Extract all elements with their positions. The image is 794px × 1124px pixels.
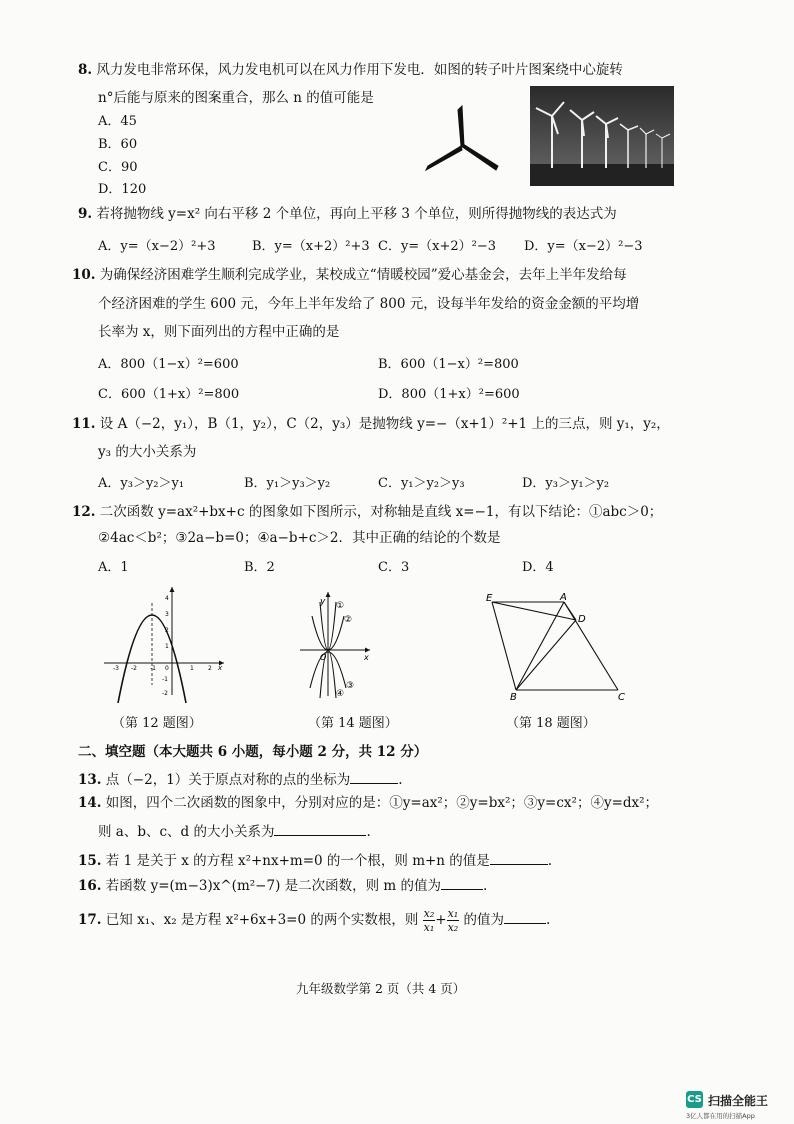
q14-text-2: 则 a、b、c、d 的大小关系为	[98, 824, 275, 840]
q16-answer-blank[interactable]	[441, 875, 483, 890]
q16-line	[78, 875, 487, 896]
q10-text-3: 长率为 x，则下面列出的方程中正确的是	[98, 324, 340, 340]
q11-line1	[72, 414, 670, 434]
fig12-tick-x0: -3	[113, 665, 119, 672]
q14-line1	[78, 793, 658, 813]
q8-option-a: A．45	[98, 114, 137, 129]
q13-number: 13.	[78, 772, 102, 788]
q9-option-a: A．y=（x−2）²+3	[98, 239, 216, 254]
q8-option-d: D．120	[98, 182, 147, 197]
q11-text-2: y₃ 的大小关系为	[98, 444, 197, 460]
q8-text-1: 风力发电非常环保，风力发电机可以在风力作用下发电．如图的转子叶片图案绕中心旋转	[96, 62, 623, 78]
fig14-label-2: ②	[344, 615, 353, 625]
fig12-tick-y3: 1	[165, 643, 169, 650]
q12-line1	[72, 502, 662, 522]
fig18-label-e: E	[486, 593, 493, 604]
camscanner-tagline: 3亿人都在用的扫描App	[686, 1112, 755, 1120]
q10-number: 10.	[72, 267, 96, 283]
fig12-tick-y5: -2	[162, 690, 168, 697]
fig18-label-b: B	[510, 692, 517, 702]
wind-farm-photo	[530, 86, 674, 186]
q8-number: 8.	[78, 62, 93, 78]
q11-option-b: B．y₁＞y₃＞y₂	[244, 476, 331, 491]
q17-text: 已知 x₁、x₂ 是方程 x²+6x+3=0 的两个实数根，则	[105, 912, 419, 928]
q17-number: 17.	[78, 912, 102, 928]
q11-text-1: 设 A（−2，y₁），B（1，y₂），C（2，y₃）是抛物线 y=−（x+1）²+1 上的三点，则 y₁，y₂，	[99, 416, 670, 432]
q8-line1	[78, 60, 623, 80]
q10-option-d: D．800（1+x）²=600	[378, 387, 520, 402]
q16-period: .	[483, 878, 488, 894]
q12-option-b: B．2	[244, 560, 275, 575]
fig12-axis-x-label: x	[218, 664, 223, 672]
q12-number: 12.	[72, 504, 96, 520]
q17-plus: +	[435, 912, 447, 928]
fig14-label-1: ①	[336, 601, 345, 611]
fig18-label-a: A	[560, 592, 567, 603]
fig18-label-c: C	[618, 692, 625, 702]
q15-number: 15.	[78, 853, 102, 869]
q13-answer-blank[interactable]	[350, 769, 398, 784]
q10-text-2: 个经济困难的学生 600 元，今年上半年发给了 800 元，设每半年发给的资金金额的平均增	[98, 296, 640, 312]
q9-option-c: C．y=（x+2）²−3	[378, 239, 497, 254]
caption-figure-18: （第 18 题图）	[506, 716, 596, 731]
camscanner-name: 扫描全能王	[708, 1094, 769, 1108]
q17-line	[78, 905, 550, 935]
fig12-tick-y2: 2	[165, 627, 169, 634]
q15-period: .	[547, 853, 553, 869]
fig12-tick-y1: 3	[165, 611, 169, 618]
caption-figure-12: （第 12 题图）	[112, 716, 202, 731]
q10-option-a: A．800（1−x）²=600	[98, 357, 239, 372]
q10-option-c: C．600（1+x）²=800	[98, 387, 240, 402]
q10-text-1: 为确保经济困难学生顺利完成学业，某校成立“情暖校园”爱心基金会，去年上半年发给每	[99, 267, 627, 283]
camscanner-logo: CS	[686, 1091, 703, 1108]
q17-frac1-numerator: x₂	[423, 907, 435, 920]
fig14-label-3: ③	[346, 681, 355, 691]
fig14-label-x: x	[364, 653, 369, 662]
q8-option-b: B．60	[98, 137, 138, 152]
fig14-label-4: ④	[336, 689, 345, 699]
q12-option-a: A．1	[98, 560, 129, 575]
q8-text-2: n°后能与原来的图案重合，那么 n 的值可能是	[98, 90, 374, 106]
q13-text: 点（−2，1）关于原点对称的点的坐标为	[105, 772, 351, 788]
q10-option-b: B．600（1−x）²=800	[378, 357, 519, 372]
fig18-label-d: D	[578, 614, 586, 625]
page-footer: 九年级数学第 2 页（共 4 页）	[296, 981, 466, 996]
q15-text: 若 1 是关于 x 的方程 x²+nx+m=0 的一个根，则 m+n 的值是	[105, 853, 490, 869]
q11-option-a: A．y₃＞y₂＞y₁	[98, 476, 185, 491]
q12-text-2: ②4ac＜b²；③2a−b=0；④a−b+c＞2．其中正确的结论的个数是	[98, 530, 501, 546]
fig12-tick-x1: -2	[131, 665, 137, 672]
q11-option-d: D．y₃＞y₁＞y₂	[522, 476, 610, 491]
q8-option-c: C．90	[98, 160, 138, 175]
q13-period: .	[398, 772, 403, 788]
figure-14-parabolas	[298, 590, 372, 700]
fig12-tick-x4: 1	[190, 665, 194, 672]
q13-line	[78, 769, 403, 790]
fig14-label-y: y	[320, 597, 326, 607]
fig12-tick-y4: -1	[162, 676, 168, 683]
q14-answer-blank[interactable]	[274, 821, 366, 836]
q17-frac2-numerator: x₁	[447, 907, 459, 920]
fig12-tick-x3: 0	[165, 665, 169, 672]
q17-text-2: 的值为	[463, 912, 505, 928]
q9-number: 9.	[78, 206, 93, 222]
q14-text-1: 如图，四个二次函数的图象中，分别对应的是：①y=ax²；②y=bx²；③y=cx²；④y=dx²；	[105, 795, 659, 811]
q9-option-d: D．y=（x−2）²−3	[524, 239, 643, 254]
fig12-tick-x5: 2	[208, 665, 212, 672]
section-2-heading: 二、填空题（本大题共 6 小题，每小题 2 分，共 12 分）	[78, 744, 428, 760]
rotor-blade-figure	[420, 100, 502, 178]
rotor-blades	[426, 106, 498, 170]
figure-18-geometry	[482, 590, 632, 702]
fig18-lines	[492, 602, 618, 690]
q14-period: .	[366, 824, 371, 840]
q9-line	[78, 204, 617, 224]
fig12-tick-x2: -1	[150, 665, 156, 672]
q15-line	[78, 850, 552, 871]
q17-period: .	[546, 912, 551, 928]
figure-12-parabola	[100, 585, 230, 705]
fig12-tick-y0: 4	[165, 595, 169, 602]
caption-figure-14: （第 14 题图）	[308, 716, 398, 731]
q10-line1	[72, 265, 627, 285]
q17-fraction-1	[423, 907, 436, 934]
q9-text: 若将抛物线 y=x² 向右平移 2 个单位，再向上平移 3 个单位，则所得抛物线的表达式为	[96, 206, 617, 222]
q17-frac1-denominator: x₁	[423, 921, 435, 934]
q11-option-c: C．y₁＞y₂＞y₃	[378, 476, 465, 491]
q17-frac2-denominator: x₂	[447, 921, 459, 934]
q14-number: 14.	[78, 795, 102, 811]
fig14-label-o: O	[320, 653, 327, 662]
q17-answer-blank[interactable]	[504, 909, 546, 924]
q9-option-b: B．y=（x+2）²+3	[252, 239, 370, 254]
q12-text-1: 二次函数 y=ax²+bx+c 的图象如下图所示，对称轴是直线 x=−1，有以下结论：①abc＞0；	[99, 504, 663, 520]
q14-line2	[98, 821, 371, 842]
q12-option-c: C．3	[378, 560, 410, 575]
q16-number: 16.	[78, 878, 102, 894]
q16-text: 若函数 y=(m−3)x^(m²−7) 是二次函数，则 m 的值为	[105, 878, 442, 894]
q12-option-d: D．4	[522, 560, 554, 575]
q17-fraction-2	[447, 907, 460, 934]
q15-answer-blank[interactable]	[490, 850, 548, 865]
q11-number: 11.	[72, 416, 96, 432]
